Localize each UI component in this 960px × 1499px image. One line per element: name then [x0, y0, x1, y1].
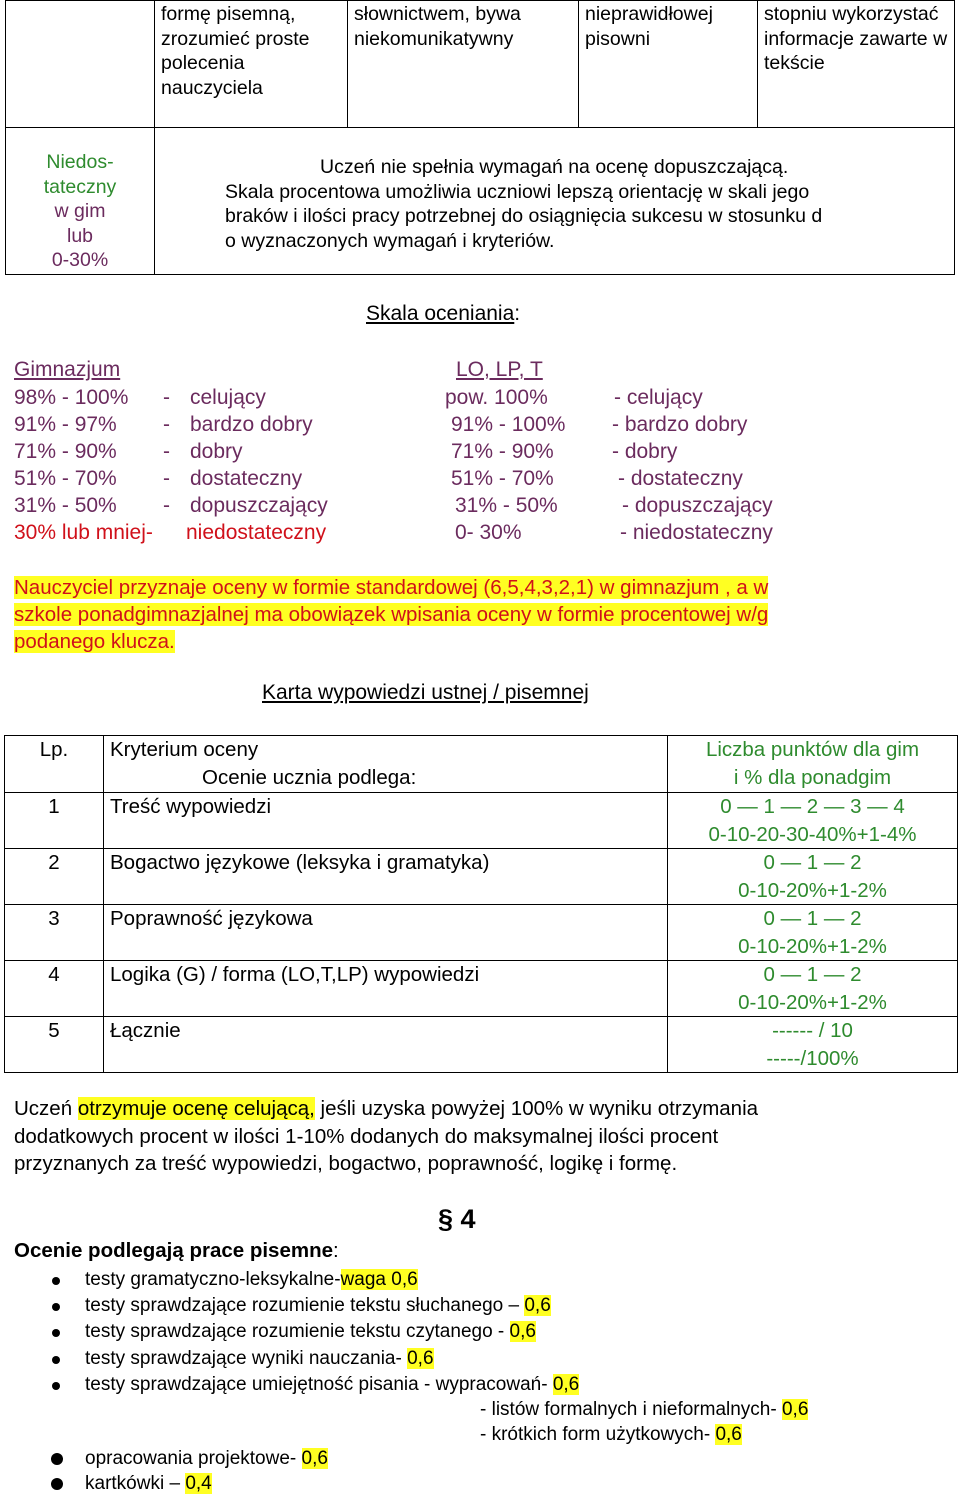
highlight-text: otrzymuje ocenę celującą,: [77, 1097, 315, 1120]
row-criterion: Treść wypowiedzi: [104, 793, 668, 849]
gim-range: 30% lub mniej-: [14, 521, 153, 544]
criterion-header-line: Ocenie ucznia podlega:: [202, 765, 417, 789]
list-item: [85, 1267, 418, 1293]
points-header: [668, 736, 958, 793]
item-weight: 0,4: [185, 1473, 212, 1494]
gim-grade: dostateczny: [190, 467, 303, 490]
lo-grade: - niedostateczny: [620, 521, 773, 544]
description-line: braków i ilości pracy potrzebnej do osiągnięcia sukcesu w stosunku d: [225, 205, 823, 227]
row-points: [668, 905, 958, 961]
label-line: tateczny: [43, 175, 117, 198]
points-header-line: i % dla ponadgim: [733, 765, 892, 789]
item-weight: 0,6: [715, 1424, 742, 1445]
criterion-header-line: Kryterium oceny: [110, 738, 259, 761]
lo-grade: - dopuszczający: [622, 494, 773, 517]
niedostateczny-label: [6, 128, 155, 275]
cell-text: stopniu wykorzystać informacje zawarte w tekście: [764, 3, 948, 74]
list-subitem: [480, 1422, 742, 1448]
list-item: [85, 1293, 551, 1319]
list-item: [85, 1319, 536, 1345]
lo-grade: - bardzo dobry: [612, 413, 748, 436]
points-line: 0 — 1 — 2: [763, 907, 862, 930]
item-weight: 0,6: [407, 1348, 434, 1369]
points-line: 0-10-20%+1-2%: [738, 934, 887, 958]
row-criterion: Logika (G) / forma (LO,T,LP) wypowiedzi: [104, 961, 668, 1017]
gim-range: 71% - 90%: [14, 440, 117, 463]
cell-text: formę pisemną, zrozumieć proste polecenia nauczyciela: [161, 3, 310, 99]
karta-table: [4, 735, 958, 1073]
bullet-icon: [51, 1478, 63, 1490]
gim-grade: bardzo dobry: [190, 413, 313, 436]
scale-heading: [366, 302, 520, 326]
bullet-icon: [52, 1277, 60, 1285]
points-line: 0 — 1 — 2 — 3 — 4: [720, 795, 905, 818]
item-weight: waga 0,6: [340, 1269, 418, 1290]
scale-heading-text: Skala oceniania: [366, 302, 515, 325]
description-line: Skala procentowa umożliwia uczniowi lepszą orientację w skali jego: [225, 180, 810, 203]
gimnazjum-title: Gimnazjum: [14, 358, 121, 381]
item-weight: 0,6: [552, 1374, 580, 1395]
gim-grade: niedostateczny: [186, 521, 327, 544]
karta-heading: Karta wypowiedzi ustnej / pisemnej: [262, 681, 589, 704]
celujaca-paragraph: [14, 1095, 914, 1178]
pisemne-heading: [14, 1239, 339, 1263]
table-cell: [579, 1, 758, 128]
cell-text: nieprawidłowej pisowni: [585, 3, 713, 50]
gim-grade: celujący: [190, 386, 266, 409]
points-header-line: Liczba punktów dla gim: [705, 738, 920, 761]
item-text: testy sprawdzające wyniki nauczania-: [85, 1348, 408, 1369]
gim-dash: -: [163, 413, 170, 436]
niedostateczny-description: [155, 128, 955, 275]
table-row: [6, 128, 955, 275]
row-number: 3: [5, 905, 104, 961]
points-line: 0 — 1 — 2: [763, 963, 862, 986]
bullet-icon: [51, 1453, 63, 1465]
row-criterion: Poprawność językowa: [104, 905, 668, 961]
list-item: [85, 1471, 212, 1497]
list-item: [85, 1446, 328, 1472]
grading-note: [14, 574, 894, 655]
row-points: [668, 961, 958, 1017]
item-text: testy gramatyczno-leksykalne-: [85, 1269, 341, 1290]
item-text: testy sprawdzające umiejętność pisania - wypracowań-: [85, 1374, 553, 1395]
gim-range: 98% - 100%: [14, 386, 129, 409]
table-row: [5, 961, 958, 1017]
list-item: [85, 1372, 579, 1398]
list-item: [85, 1346, 434, 1372]
lo-grade: - celujący: [614, 386, 703, 409]
row-criterion: Bogactwo językowe (leksyka i gramatyka): [104, 849, 668, 905]
item-text: opracowania projektowe-: [85, 1448, 302, 1469]
points-line: ------ / 10: [772, 1019, 853, 1042]
gim-range: 51% - 70%: [14, 467, 117, 490]
item-text: kartkówki –: [85, 1473, 186, 1494]
lo-range: 91% - 100%: [451, 413, 566, 436]
table-cell: [348, 1, 579, 128]
table-row: [6, 1, 955, 128]
paragraph-text: Uczeń: [14, 1097, 78, 1120]
table-row: [5, 905, 958, 961]
criterion-header: [104, 736, 668, 793]
lo-range: 0- 30%: [455, 521, 522, 544]
lo-grade: - dostateczny: [618, 467, 743, 490]
item-text: testy sprawdzające rozumienie tekstu czytanego -: [85, 1321, 510, 1342]
lo-range: 71% - 90%: [451, 440, 554, 463]
item-weight: 0,6: [509, 1321, 536, 1342]
gim-range: 91% - 97%: [14, 413, 117, 436]
list-subitem: [480, 1397, 808, 1423]
description-line: o wyznaczonych wymagań i kryteriów.: [225, 229, 555, 252]
lo-title: LO, LP, T: [456, 358, 543, 381]
lo-grade: - dobry: [612, 440, 678, 463]
label-line: 0-30%: [51, 249, 109, 271]
note-line: podanego klucza.: [14, 630, 175, 653]
label-line: lub: [66, 224, 94, 247]
lo-range: pow. 100%: [445, 386, 548, 409]
table-row: [5, 849, 958, 905]
item-text: testy sprawdzające rozumienie tekstu słuchanego –: [85, 1295, 525, 1316]
row-points: [668, 1017, 958, 1073]
table-row: [5, 736, 958, 793]
gim-dash: -: [163, 440, 170, 463]
row-number: 1: [5, 793, 104, 849]
points-line: -----/100%: [766, 1046, 859, 1070]
lp-header: Lp.: [5, 736, 104, 793]
points-line: 0 — 1 — 2: [763, 851, 862, 874]
row-number: 4: [5, 961, 104, 1017]
paragraph-line: dodatkowych procent w ilości 1-10% dodanych do maksymalnej ilości procent: [14, 1124, 719, 1148]
label-line: w gim: [54, 200, 106, 222]
item-text: - listów formalnych i nieformalnych-: [480, 1399, 782, 1420]
empty-cell: [6, 1, 155, 128]
item-weight: 0,6: [524, 1295, 551, 1316]
gim-grade: dopuszczający: [190, 494, 328, 517]
row-points: [668, 793, 958, 849]
bullet-icon: [52, 1356, 60, 1364]
gim-range: 31% - 50%: [14, 494, 117, 517]
lo-range: 51% - 70%: [451, 467, 554, 490]
section-number: § 4: [438, 1204, 476, 1234]
table-cell: [155, 1, 348, 128]
paragraph-text: jeśli uzyska powyżej 100% w wyniku otrzymania: [314, 1097, 759, 1120]
grades-table: [5, 0, 955, 275]
points-line: 0-10-20%+1-2%: [738, 878, 887, 902]
pisemne-heading-text: Ocenie podlegają prace pisemne: [14, 1239, 334, 1262]
item-weight: 0,6: [301, 1448, 328, 1469]
bullet-icon: [52, 1303, 60, 1311]
note-line: szkole ponadgimnazjalnej ma obowiązek wpisania oceny w formie procentowej w/g: [14, 603, 769, 626]
gim-dash: -: [163, 494, 170, 517]
paragraph-line: przyznanych za treść wypowiedzi, bogactwo, poprawność, logikę i formę.: [14, 1152, 678, 1175]
bullet-icon: [52, 1382, 60, 1390]
row-criterion: Łącznie: [104, 1017, 668, 1073]
cell-text: słownictwem, bywa niekomunikatywny: [354, 3, 521, 50]
note-line: Nauczyciel przyznaje oceny w formie standardowej (6,5,4,3,2,1) w gimnazjum , a w: [14, 576, 769, 599]
bullet-icon: [52, 1329, 60, 1337]
label-line: Niedos-: [46, 151, 114, 173]
table-row: [5, 793, 958, 849]
row-points: [668, 849, 958, 905]
gim-dash: -: [163, 386, 170, 409]
pisemne-heading-colon: :: [333, 1239, 339, 1262]
gim-grade: dobry: [190, 440, 243, 463]
table-cell: [758, 1, 955, 128]
item-text: - krótkich form użytkowych-: [480, 1424, 716, 1445]
gim-dash: -: [163, 467, 170, 490]
row-number: 5: [5, 1017, 104, 1073]
row-number: 2: [5, 849, 104, 905]
points-line: 0-10-20%+1-2%: [738, 990, 887, 1014]
table-row: [5, 1017, 958, 1073]
points-line: 0-10-20-30-40%+1-4%: [708, 822, 917, 846]
description-line: Uczeń nie spełnia wymagań na ocenę dopuszczającą.: [320, 156, 789, 178]
lo-range: 31% - 50%: [455, 494, 558, 517]
item-weight: 0,6: [781, 1399, 809, 1420]
scale-heading-colon: :: [514, 302, 521, 325]
